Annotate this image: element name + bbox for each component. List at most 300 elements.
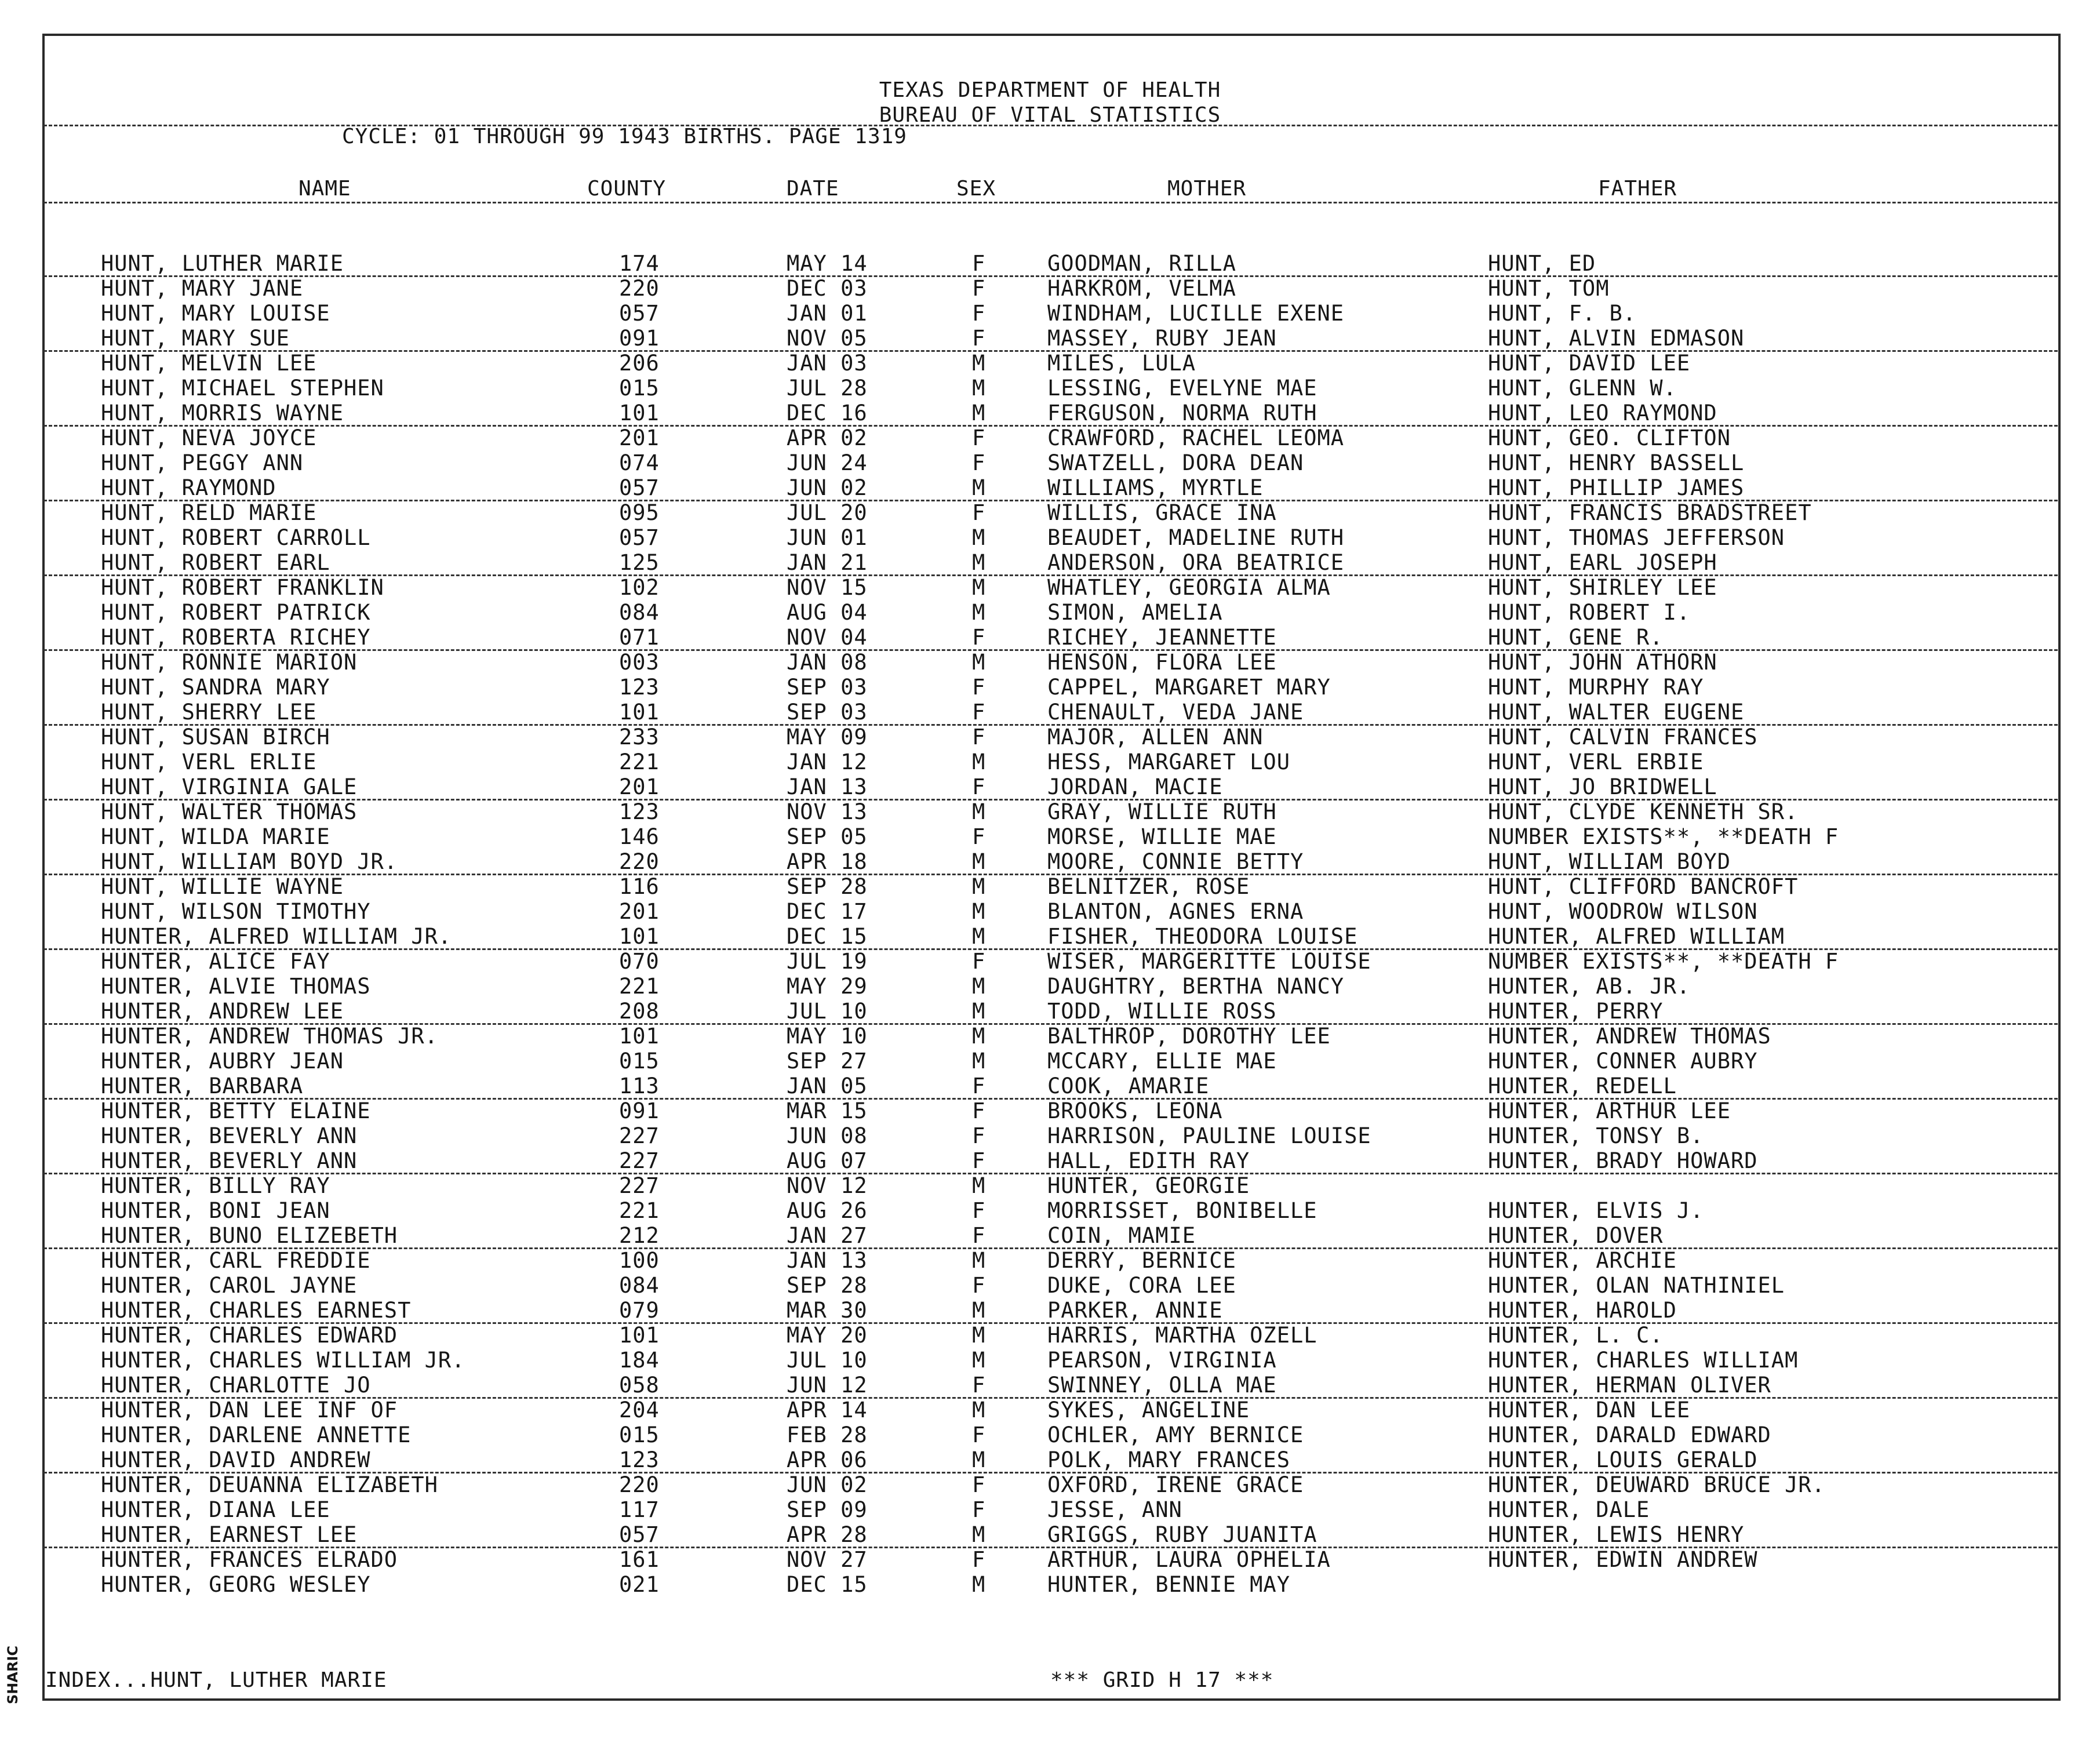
cell-county: 015 [619, 1423, 660, 1447]
cell-county: 206 [619, 351, 660, 376]
cell-name: HUNTER, BEVERLY ANN [101, 1148, 358, 1173]
cell-sex: M [972, 1323, 986, 1348]
cell-name: HUNTER, DIANA LEE [101, 1497, 330, 1522]
cell-county: 070 [619, 949, 660, 974]
cell-mother: MOORE, CONNIE BETTY [1047, 849, 1304, 874]
cell-father: HUNT, ED [1488, 251, 1596, 276]
cell-name: HUNT, VERL ERLIE [101, 750, 317, 774]
cell-name: HUNTER, FRANCES ELRADO [101, 1547, 398, 1572]
cell-mother: DAUGHTRY, BERTHA NANCY [1047, 974, 1345, 999]
form-rule [43, 1173, 2058, 1174]
form-rule [43, 574, 2058, 576]
cell-sex: M [972, 376, 986, 401]
cell-name: HUNTER, ALVIE THOMAS [101, 974, 371, 999]
cell-name: HUNTER, BETTY ELAINE [101, 1098, 371, 1123]
cell-date: NOV 05 [787, 326, 868, 351]
cell-date: JAN 12 [787, 750, 868, 774]
cell-county: 101 [619, 401, 660, 425]
column-header-father: FATHER [1598, 177, 1677, 201]
cell-father: HUNT, CLIFFORD BANCROFT [1488, 874, 1799, 899]
cell-sex: M [972, 1348, 986, 1373]
cell-father: HUNTER, EDWIN ANDREW [1488, 1547, 1758, 1572]
cell-county: 221 [619, 1198, 660, 1223]
cell-sex: F [972, 725, 986, 750]
cell-county: 015 [619, 376, 660, 401]
cell-father: HUNT, ALVIN EDMASON [1488, 326, 1745, 351]
cell-date: JAN 05 [787, 1074, 868, 1098]
cell-mother: DERRY, BERNICE [1047, 1248, 1236, 1273]
cell-father: HUNT, LEO RAYMOND [1488, 401, 1717, 425]
cell-date: SEP 03 [787, 675, 868, 700]
cell-mother: LESSING, EVELYNE MAE [1047, 376, 1317, 401]
cell-county: 220 [619, 276, 660, 301]
cell-date: JUL 10 [787, 999, 868, 1024]
cell-mother: CAPPEL, MARGARET MARY [1047, 675, 1331, 700]
form-rule [43, 1023, 2058, 1025]
cell-date: MAR 15 [787, 1098, 868, 1123]
cell-county: 074 [619, 450, 660, 475]
table-row [0, 425, 2100, 450]
cell-date: MAR 30 [787, 1298, 868, 1323]
cell-father: HUNT, WALTER EUGENE [1488, 700, 1745, 725]
form-rule [43, 1098, 2058, 1100]
cell-father: HUNTER, ANDREW THOMAS [1488, 1024, 1771, 1049]
table-row [0, 276, 2100, 301]
cell-father: NUMBER EXISTS**, **DEATH F [1488, 949, 1839, 974]
cell-sex: F [972, 276, 986, 301]
table-row [0, 301, 2100, 326]
cell-sex: M [972, 1298, 986, 1323]
table-row [0, 1472, 2100, 1497]
cell-sex: F [972, 774, 986, 799]
cell-father: HUNT, THOMAS JEFFERSON [1488, 525, 1785, 550]
cell-name: HUNT, RELD MARIE [101, 500, 317, 525]
table-row [0, 750, 2100, 774]
table-row [0, 376, 2100, 401]
cell-date: JUL 10 [787, 1348, 868, 1373]
cell-date: DEC 15 [787, 1572, 868, 1597]
cell-sex: M [972, 1522, 986, 1547]
cell-mother: GOODMAN, RILLA [1047, 251, 1236, 276]
cell-sex: F [972, 949, 986, 974]
cell-mother: MASSEY, RUBY JEAN [1047, 326, 1277, 351]
cell-date: JAN 21 [787, 550, 868, 575]
cell-date: SEP 27 [787, 1049, 868, 1074]
cell-county: 015 [619, 1049, 660, 1074]
cell-sex: M [972, 525, 986, 550]
cell-name: HUNT, WILLIAM BOYD JR. [101, 849, 398, 874]
table-row [0, 924, 2100, 949]
table-row [0, 949, 2100, 974]
cell-father: HUNTER, HERMAN OLIVER [1488, 1373, 1771, 1398]
table-row [0, 1373, 2100, 1398]
form-rule [43, 1397, 2058, 1399]
table-row [0, 1348, 2100, 1373]
table-row [0, 1148, 2100, 1173]
cell-date: DEC 15 [787, 924, 868, 949]
cell-mother: WILLIAMS, MYRTLE [1047, 475, 1264, 500]
form-rule [43, 874, 2058, 875]
cell-date: DEC 16 [787, 401, 868, 425]
cell-mother: MILES, LULA [1047, 351, 1196, 376]
table-row [0, 650, 2100, 675]
cell-sex: M [972, 924, 986, 949]
cell-date: APR 02 [787, 425, 868, 450]
cell-date: MAY 14 [787, 251, 868, 276]
form-rule [43, 724, 2058, 726]
cell-mother: SWINNEY, OLLA MAE [1047, 1373, 1277, 1398]
cell-sex: M [972, 974, 986, 999]
table-row [0, 675, 2100, 700]
cell-sex: F [972, 1123, 986, 1148]
cell-date: JAN 08 [787, 650, 868, 675]
cell-county: 221 [619, 750, 660, 774]
cell-county: 071 [619, 625, 660, 650]
cell-name: HUNTER, CHARLOTTE JO [101, 1373, 371, 1398]
table-row [0, 849, 2100, 874]
cell-sex: M [972, 351, 986, 376]
cell-date: NOV 04 [787, 625, 868, 650]
cell-date: AUG 07 [787, 1148, 868, 1173]
table-row [0, 450, 2100, 475]
cell-father: HUNT, MURPHY RAY [1488, 675, 1704, 700]
cell-county: 204 [619, 1398, 660, 1423]
table-row [0, 1123, 2100, 1148]
cell-name: HUNTER, BONI JEAN [101, 1198, 330, 1223]
cell-date: APR 18 [787, 849, 868, 874]
cell-date: JUN 01 [787, 525, 868, 550]
cell-county: 021 [619, 1572, 660, 1597]
cell-date: FEB 28 [787, 1423, 868, 1447]
cell-county: 227 [619, 1148, 660, 1173]
table-row [0, 1273, 2100, 1298]
cell-date: APR 06 [787, 1447, 868, 1472]
form-rule [43, 948, 2058, 950]
table-row [0, 1447, 2100, 1472]
cell-mother: MORRISSET, BONIBELLE [1047, 1198, 1317, 1223]
cell-date: JUN 02 [787, 475, 868, 500]
table-row [0, 1298, 2100, 1323]
cell-mother: HARRISON, PAULINE LOUISE [1047, 1123, 1371, 1148]
cell-name: HUNTER, AUBRY JEAN [101, 1049, 344, 1074]
cell-name: HUNTER, CHARLES EDWARD [101, 1323, 398, 1348]
cell-father: HUNTER, L. C. [1488, 1323, 1664, 1348]
cell-mother: OXFORD, IRENE GRACE [1047, 1472, 1304, 1497]
cell-mother: BROOKS, LEONA [1047, 1098, 1223, 1123]
cell-sex: F [972, 1223, 986, 1248]
cell-date: DEC 03 [787, 276, 868, 301]
cell-county: 221 [619, 974, 660, 999]
cell-county: 227 [619, 1173, 660, 1198]
cell-name: HUNTER, CAROL JAYNE [101, 1273, 358, 1298]
table-row [0, 899, 2100, 924]
cell-date: JAN 27 [787, 1223, 868, 1248]
cell-mother: WILLIS, GRACE INA [1047, 500, 1277, 525]
table-row [0, 500, 2100, 525]
cell-county: 091 [619, 1098, 660, 1123]
cell-county: 101 [619, 700, 660, 725]
cell-sex: F [972, 1074, 986, 1098]
cell-county: 227 [619, 1123, 660, 1148]
cell-date: JAN 13 [787, 1248, 868, 1273]
cell-county: 091 [619, 326, 660, 351]
cell-sex: M [972, 550, 986, 575]
cell-mother: ARTHUR, LAURA OPHELIA [1047, 1547, 1331, 1572]
cell-name: HUNT, WILLIE WAYNE [101, 874, 344, 899]
table-row [0, 1522, 2100, 1547]
cell-sex: F [972, 326, 986, 351]
cell-county: 212 [619, 1223, 660, 1248]
cell-name: HUNTER, ANDREW THOMAS JR. [101, 1024, 438, 1049]
cell-father: HUNTER, ARCHIE [1488, 1248, 1677, 1273]
cell-date: SEP 28 [787, 874, 868, 899]
cell-mother: BEAUDET, MADELINE RUTH [1047, 525, 1345, 550]
cell-name: HUNTER, ANDREW LEE [101, 999, 344, 1024]
cell-sex: M [972, 999, 986, 1024]
cell-name: HUNT, VIRGINIA GALE [101, 774, 358, 799]
cell-mother: PEARSON, VIRGINIA [1047, 1348, 1277, 1373]
cell-mother: CHENAULT, VEDA JANE [1047, 700, 1304, 725]
cell-mother: HARRIS, MARTHA OZELL [1047, 1323, 1317, 1348]
cell-date: APR 14 [787, 1398, 868, 1423]
cell-father: HUNTER, AB. JR. [1488, 974, 1691, 999]
cell-father: HUNT, WILLIAM BOYD [1488, 849, 1731, 874]
cell-mother: FERGUSON, NORMA RUTH [1047, 401, 1317, 425]
cell-father: HUNTER, BRADY HOWARD [1488, 1148, 1758, 1173]
table-row [0, 725, 2100, 750]
cell-father: HUNT, EARL JOSEPH [1488, 550, 1717, 575]
cycle-line: CYCLE: 01 THROUGH 99 1943 BIRTHS. PAGE 1319 [342, 125, 907, 148]
cell-sex: F [972, 1273, 986, 1298]
table-row [0, 550, 2100, 575]
table-row [0, 700, 2100, 725]
cell-name: HUNT, ROBERT PATRICK [101, 600, 371, 625]
column-header-date: DATE [787, 177, 839, 201]
cell-name: HUNT, ROBERT FRANKLIN [101, 575, 384, 600]
cell-county: 058 [619, 1373, 660, 1398]
cell-name: HUNT, RAYMOND [101, 475, 276, 500]
cell-county: 146 [619, 824, 660, 849]
cell-name: HUNT, ROBERT CARROLL [101, 525, 371, 550]
cell-name: HUNT, MARY SUE [101, 326, 290, 351]
cell-sex: F [972, 301, 986, 326]
table-row [0, 1323, 2100, 1348]
form-rule [43, 500, 2058, 501]
table-row [0, 475, 2100, 500]
cell-date: MAY 10 [787, 1024, 868, 1049]
cell-mother: HESS, MARGARET LOU [1047, 750, 1290, 774]
cell-father: HUNTER, DARALD EDWARD [1488, 1423, 1771, 1447]
cell-date: AUG 26 [787, 1198, 868, 1223]
cell-sex: F [972, 700, 986, 725]
form-rule [43, 799, 2058, 801]
cell-sex: M [972, 899, 986, 924]
cell-county: 184 [619, 1348, 660, 1373]
cell-name: HUNT, LUTHER MARIE [101, 251, 344, 276]
cell-father: HUNT, GENE R. [1488, 625, 1664, 650]
cell-sex: F [972, 450, 986, 475]
cell-name: HUNT, SHERRY LEE [101, 700, 317, 725]
cell-mother: TODD, WILLIE ROSS [1047, 999, 1277, 1024]
cell-county: 084 [619, 600, 660, 625]
cell-county: 123 [619, 1447, 660, 1472]
cell-name: HUNTER, BARBARA [101, 1074, 304, 1098]
table-row [0, 774, 2100, 799]
cell-father: HUNTER, ARTHUR LEE [1488, 1098, 1731, 1123]
table-row [0, 1198, 2100, 1223]
cell-county: 123 [619, 675, 660, 700]
cell-mother: HUNTER, GEORGIE [1047, 1173, 1250, 1198]
cell-father: HUNTER, PERRY [1488, 999, 1664, 1024]
cell-mother: BELNITZER, ROSE [1047, 874, 1250, 899]
table-row [0, 1497, 2100, 1522]
cell-name: HUNT, MELVIN LEE [101, 351, 317, 376]
cell-sex: M [972, 401, 986, 425]
cell-mother: FISHER, THEODORA LOUISE [1047, 924, 1358, 949]
table-row [0, 575, 2100, 600]
cell-father: HUNTER, DAN LEE [1488, 1398, 1691, 1423]
table-row [0, 251, 2100, 276]
cell-father: HUNTER, LOUIS GERALD [1488, 1447, 1758, 1472]
cell-county: 174 [619, 251, 660, 276]
cell-mother: COIN, MAMIE [1047, 1223, 1196, 1248]
cell-sex: F [972, 625, 986, 650]
cell-county: 208 [619, 999, 660, 1024]
cell-mother: HALL, EDITH RAY [1047, 1148, 1250, 1173]
table-row [0, 974, 2100, 999]
cell-name: HUNT, WALTER THOMAS [101, 799, 358, 824]
cell-mother: ANDERSON, ORA BEATRICE [1047, 550, 1345, 575]
cell-county: 057 [619, 525, 660, 550]
cell-sex: F [972, 500, 986, 525]
cell-county: 123 [619, 799, 660, 824]
form-rule [43, 1547, 2058, 1548]
column-header-name: NAME [299, 177, 351, 201]
cell-sex: F [972, 824, 986, 849]
cell-name: HUNT, ROBERTA RICHEY [101, 625, 371, 650]
cell-sex: M [972, 1248, 986, 1273]
cell-sex: M [972, 575, 986, 600]
cell-mother: MAJOR, ALLEN ANN [1047, 725, 1264, 750]
cell-name: HUNTER, DARLENE ANNETTE [101, 1423, 412, 1447]
cell-name: HUNT, MICHAEL STEPHEN [101, 376, 384, 401]
cell-father: HUNT, GEO. CLIFTON [1488, 425, 1731, 450]
cell-county: 095 [619, 500, 660, 525]
cell-sex: F [972, 675, 986, 700]
table-row [0, 999, 2100, 1024]
cell-father: HUNT, TOM [1488, 276, 1610, 301]
cell-date: NOV 12 [787, 1173, 868, 1198]
agency-title: TEXAS DEPARTMENT OF HEALTH [879, 78, 1221, 102]
cell-date: SEP 09 [787, 1497, 868, 1522]
cell-county: 101 [619, 1024, 660, 1049]
cell-county: 100 [619, 1248, 660, 1273]
table-row [0, 799, 2100, 824]
cell-date: JAN 01 [787, 301, 868, 326]
cell-sex: M [972, 1398, 986, 1423]
cell-sex: M [972, 1049, 986, 1074]
table-row [0, 1572, 2100, 1597]
cell-father: HUNT, F. B. [1488, 301, 1637, 326]
cell-sex: M [972, 650, 986, 675]
cell-county: 161 [619, 1547, 660, 1572]
cell-name: HUNT, SANDRA MARY [101, 675, 330, 700]
cell-name: HUNT, MARY LOUISE [101, 301, 330, 326]
cell-date: JUN 02 [787, 1472, 868, 1497]
cell-name: HUNT, NEVA JOYCE [101, 425, 317, 450]
cell-date: JUN 08 [787, 1123, 868, 1148]
cell-sex: M [972, 600, 986, 625]
table-row [0, 874, 2100, 899]
cell-name: HUNT, RONNIE MARION [101, 650, 358, 675]
cell-mother: JESSE, ANN [1047, 1497, 1182, 1522]
cell-name: HUNT, MORRIS WAYNE [101, 401, 344, 425]
table-row [0, 1423, 2100, 1447]
cell-name: HUNTER, DAVID ANDREW [101, 1447, 371, 1472]
cell-name: HUNTER, ALICE FAY [101, 949, 330, 974]
cell-father: NUMBER EXISTS**, **DEATH F [1488, 824, 1839, 849]
cell-date: SEP 28 [787, 1273, 868, 1298]
table-row [0, 326, 2100, 351]
cell-county: 003 [619, 650, 660, 675]
cell-date: NOV 13 [787, 799, 868, 824]
column-header-sex: SEX [956, 177, 996, 201]
cell-father: HUNTER, DEUWARD BRUCE JR. [1488, 1472, 1825, 1497]
cell-father: HUNT, HENRY BASSELL [1488, 450, 1745, 475]
cell-father: HUNTER, HAROLD [1488, 1298, 1677, 1323]
cell-mother: COOK, AMARIE [1047, 1074, 1210, 1098]
cell-name: HUNTER, GEORG WESLEY [101, 1572, 371, 1597]
cell-father: HUNT, PHILLIP JAMES [1488, 475, 1745, 500]
bureau-title: BUREAU OF VITAL STATISTICS [879, 103, 1221, 127]
cell-sex: F [972, 425, 986, 450]
cell-sex: F [972, 1423, 986, 1447]
cell-date: MAY 09 [787, 725, 868, 750]
cell-date: JAN 13 [787, 774, 868, 799]
table-row [0, 1223, 2100, 1248]
cell-date: JAN 03 [787, 351, 868, 376]
cell-father: HUNT, DAVID LEE [1488, 351, 1691, 376]
cell-mother: WINDHAM, LUCILLE EXENE [1047, 301, 1345, 326]
cell-father: HUNTER, CHARLES WILLIAM [1488, 1348, 1799, 1373]
cell-county: 101 [619, 1323, 660, 1348]
cell-sex: M [972, 1572, 986, 1597]
table-row [0, 600, 2100, 625]
cell-date: NOV 15 [787, 575, 868, 600]
table-row [0, 351, 2100, 376]
cell-father: HUNT, FRANCIS BRADSTREET [1488, 500, 1812, 525]
cell-sex: F [972, 1547, 986, 1572]
cell-father: HUNT, WOODROW WILSON [1488, 899, 1758, 924]
cell-mother: JORDAN, MACIE [1047, 774, 1223, 799]
cell-father: HUNTER, DALE [1488, 1497, 1650, 1522]
cell-date: JUL 28 [787, 376, 868, 401]
cell-sex: F [972, 1373, 986, 1398]
cell-sex: M [972, 849, 986, 874]
cell-sex: F [972, 1472, 986, 1497]
cell-name: HUNTER, ALFRED WILLIAM JR. [101, 924, 452, 949]
cell-name: HUNTER, DEUANNA ELIZABETH [101, 1472, 438, 1497]
cell-mother: WISER, MARGERITTE LOUISE [1047, 949, 1371, 974]
cell-name: HUNTER, CARL FREDDIE [101, 1248, 371, 1273]
cell-sex: F [972, 1148, 986, 1173]
cell-date: JUN 12 [787, 1373, 868, 1398]
cell-date: JUL 19 [787, 949, 868, 974]
cell-mother: WHATLEY, GEORGIA ALMA [1047, 575, 1331, 600]
cell-county: 057 [619, 1522, 660, 1547]
cell-county: 220 [619, 849, 660, 874]
table-row [0, 625, 2100, 650]
